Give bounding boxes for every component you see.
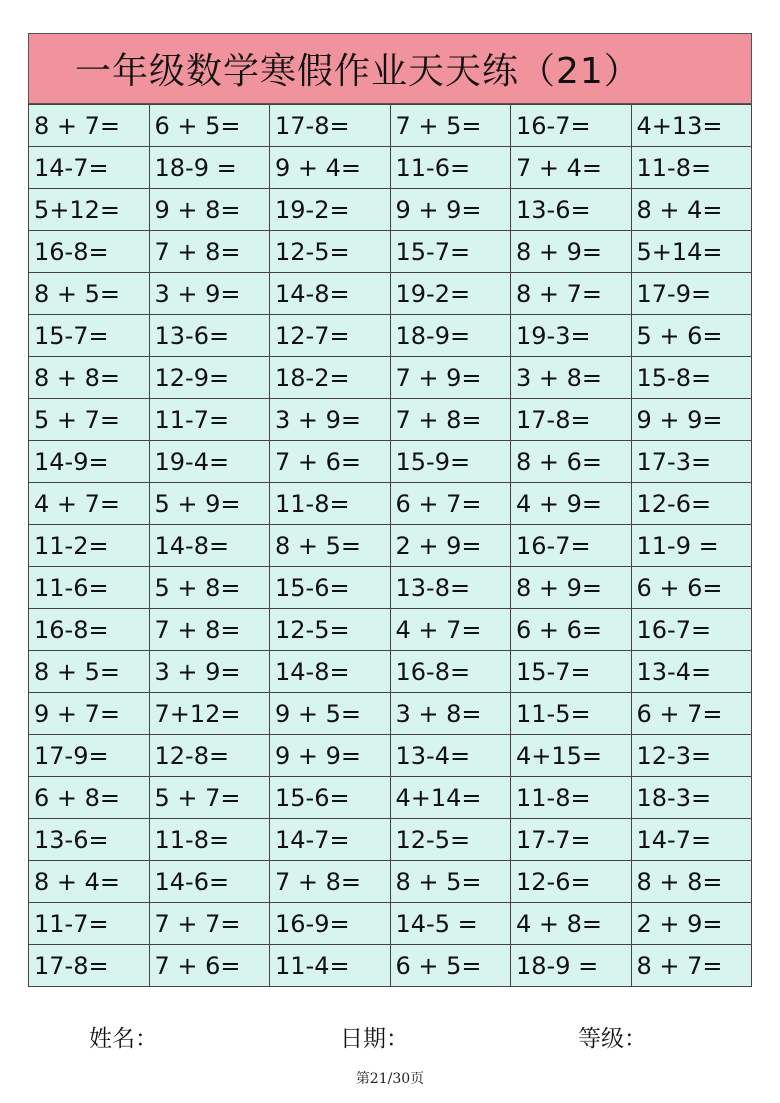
problem-cell: 8 + 5= xyxy=(390,861,511,903)
problem-cell: 11-7= xyxy=(29,903,150,945)
problem-cell: 8 + 5= xyxy=(270,525,391,567)
problem-cell: 14-8= xyxy=(270,273,391,315)
problem-cell: 3 + 8= xyxy=(511,357,632,399)
table-row xyxy=(29,945,752,987)
problem-cell: 4+13= xyxy=(631,105,752,147)
problem-cell: 4 + 7= xyxy=(29,483,150,525)
problem-cell: 5 + 9= xyxy=(149,483,270,525)
table-row xyxy=(29,105,752,147)
table-row xyxy=(29,231,752,273)
problem-cell: 14-8= xyxy=(149,525,270,567)
problem-cell: 18-9 = xyxy=(511,945,632,987)
problem-cell: 17-8= xyxy=(270,105,391,147)
problem-cell: 4 + 9= xyxy=(511,483,632,525)
problem-cell: 18-9 = xyxy=(149,147,270,189)
problem-cell: 11-2= xyxy=(29,525,150,567)
problem-cell: 3 + 8= xyxy=(390,693,511,735)
problem-cell: 12-5= xyxy=(270,231,391,273)
table-row xyxy=(29,483,752,525)
problem-cell: 12-6= xyxy=(511,861,632,903)
problem-cell: 11-8= xyxy=(511,777,632,819)
problem-cell: 8 + 8= xyxy=(631,861,752,903)
problem-cell: 12-5= xyxy=(270,609,391,651)
problem-cell: 16-8= xyxy=(390,651,511,693)
problem-cell: 7 + 8= xyxy=(270,861,391,903)
problem-cell: 3 + 9= xyxy=(149,651,270,693)
problem-cell: 12-6= xyxy=(631,483,752,525)
table-row xyxy=(29,819,752,861)
problem-cell: 9 + 7= xyxy=(29,693,150,735)
problem-cell: 11-7= xyxy=(149,399,270,441)
problem-cell: 16-7= xyxy=(511,525,632,567)
worksheet-title: 一年级数学寒假作业天天练（21） xyxy=(28,33,752,104)
problem-cell: 16-8= xyxy=(29,231,150,273)
problem-cell: 11-8= xyxy=(149,819,270,861)
table-row xyxy=(29,189,752,231)
problem-cell: 9 + 5= xyxy=(270,693,391,735)
problem-cell: 19-2= xyxy=(270,189,391,231)
problem-cell: 12-3= xyxy=(631,735,752,777)
problem-cell: 18-3= xyxy=(631,777,752,819)
problem-cell: 3 + 9= xyxy=(270,399,391,441)
problem-cell: 14-9= xyxy=(29,441,150,483)
problem-cell: 13-4= xyxy=(390,735,511,777)
problem-cell: 16-8= xyxy=(29,609,150,651)
problem-grid-body xyxy=(29,105,752,987)
problem-cell: 17-9= xyxy=(29,735,150,777)
problem-cell: 9 + 9= xyxy=(390,189,511,231)
problem-cell: 7 + 4= xyxy=(511,147,632,189)
problem-cell: 9 + 9= xyxy=(270,735,391,777)
table-row xyxy=(29,693,752,735)
problem-cell: 16-7= xyxy=(631,609,752,651)
problem-cell: 17-3= xyxy=(631,441,752,483)
problem-cell: 12-5= xyxy=(390,819,511,861)
problem-cell: 8 + 6= xyxy=(511,441,632,483)
problem-cell: 12-9= xyxy=(149,357,270,399)
problem-grid xyxy=(28,104,752,987)
problem-cell: 8 + 9= xyxy=(511,567,632,609)
table-row xyxy=(29,147,752,189)
problem-cell: 8 + 9= xyxy=(511,231,632,273)
table-row xyxy=(29,525,752,567)
problem-cell: 15-6= xyxy=(270,777,391,819)
problem-cell: 7 + 8= xyxy=(149,609,270,651)
problem-cell: 6 + 7= xyxy=(631,693,752,735)
problem-cell: 7 + 8= xyxy=(149,231,270,273)
problem-cell: 17-9= xyxy=(631,273,752,315)
problem-cell: 6 + 6= xyxy=(631,567,752,609)
problem-cell: 15-9= xyxy=(390,441,511,483)
problem-cell: 14-7= xyxy=(29,147,150,189)
table-row xyxy=(29,861,752,903)
problem-cell: 5 + 7= xyxy=(29,399,150,441)
problem-cell: 5+14= xyxy=(631,231,752,273)
problem-cell: 13-4= xyxy=(631,651,752,693)
page-number: 第21/30页 xyxy=(355,1071,425,1087)
table-row xyxy=(29,777,752,819)
table-row xyxy=(29,273,752,315)
problem-cell: 12-7= xyxy=(270,315,391,357)
problem-cell: 13-6= xyxy=(149,315,270,357)
problem-cell: 18-9= xyxy=(390,315,511,357)
problem-cell: 15-6= xyxy=(270,567,391,609)
problem-cell: 15-7= xyxy=(511,651,632,693)
problem-cell: 16-7= xyxy=(511,105,632,147)
problem-cell: 6 + 5= xyxy=(390,945,511,987)
table-row xyxy=(29,567,752,609)
problem-cell: 8 + 4= xyxy=(631,189,752,231)
problem-cell: 8 + 8= xyxy=(29,357,150,399)
problem-cell: 8 + 7= xyxy=(511,273,632,315)
problem-cell: 5 + 8= xyxy=(149,567,270,609)
problem-cell: 15-7= xyxy=(390,231,511,273)
problem-cell: 13-6= xyxy=(29,819,150,861)
date-label: 日期： xyxy=(340,1026,409,1052)
problem-cell: 11-9 = xyxy=(631,525,752,567)
problem-cell: 7+12= xyxy=(149,693,270,735)
problem-cell: 14-7= xyxy=(631,819,752,861)
problem-cell: 15-8= xyxy=(631,357,752,399)
problem-cell: 11-5= xyxy=(511,693,632,735)
problem-cell: 9 + 4= xyxy=(270,147,391,189)
problem-cell: 5 + 6= xyxy=(631,315,752,357)
problem-cell: 13-6= xyxy=(511,189,632,231)
problem-cell: 2 + 9= xyxy=(631,903,752,945)
problem-cell: 7 + 8= xyxy=(390,399,511,441)
problem-cell: 15-7= xyxy=(29,315,150,357)
problem-cell: 8 + 5= xyxy=(29,651,150,693)
problem-cell: 7 + 7= xyxy=(149,903,270,945)
problem-cell: 17-8= xyxy=(511,399,632,441)
problem-cell: 19-2= xyxy=(390,273,511,315)
problem-cell: 13-8= xyxy=(390,567,511,609)
problem-cell: 14-5 = xyxy=(390,903,511,945)
problem-cell: 4 + 7= xyxy=(390,609,511,651)
problem-cell: 11-8= xyxy=(270,483,391,525)
problem-cell: 8 + 5= xyxy=(29,273,150,315)
problem-cell: 4+15= xyxy=(511,735,632,777)
problem-cell: 17-7= xyxy=(511,819,632,861)
problem-cell: 6 + 8= xyxy=(29,777,150,819)
worksheet xyxy=(28,33,752,987)
problem-cell: 11-6= xyxy=(29,567,150,609)
problem-cell: 14-6= xyxy=(149,861,270,903)
problem-cell: 3 + 9= xyxy=(149,273,270,315)
table-row xyxy=(29,315,752,357)
problem-cell: 5+12= xyxy=(29,189,150,231)
problem-cell: 6 + 6= xyxy=(511,609,632,651)
problem-cell: 9 + 8= xyxy=(149,189,270,231)
problem-cell: 14-8= xyxy=(270,651,391,693)
problem-cell: 6 + 5= xyxy=(149,105,270,147)
problem-cell: 16-9= xyxy=(270,903,391,945)
problem-cell: 9 + 9= xyxy=(631,399,752,441)
problem-cell: 2 + 9= xyxy=(390,525,511,567)
problem-cell: 11-6= xyxy=(390,147,511,189)
problem-cell: 7 + 6= xyxy=(149,945,270,987)
problem-cell: 12-8= xyxy=(149,735,270,777)
grade-label: 等级： xyxy=(578,1026,647,1052)
problem-cell: 5 + 7= xyxy=(149,777,270,819)
problem-cell: 18-2= xyxy=(270,357,391,399)
name-label: 姓名： xyxy=(89,1026,158,1052)
problem-cell: 17-8= xyxy=(29,945,150,987)
table-row xyxy=(29,441,752,483)
problem-cell: 6 + 7= xyxy=(390,483,511,525)
problem-cell: 4 + 8= xyxy=(511,903,632,945)
problem-cell: 7 + 5= xyxy=(390,105,511,147)
problem-cell: 19-3= xyxy=(511,315,632,357)
table-row xyxy=(29,357,752,399)
problem-cell: 8 + 7= xyxy=(631,945,752,987)
problem-cell: 14-7= xyxy=(270,819,391,861)
problem-cell: 19-4= xyxy=(149,441,270,483)
problem-cell: 11-4= xyxy=(270,945,391,987)
problem-cell: 8 + 7= xyxy=(29,105,150,147)
problem-cell: 7 + 6= xyxy=(270,441,391,483)
table-row xyxy=(29,399,752,441)
problem-cell: 11-8= xyxy=(631,147,752,189)
footer xyxy=(0,1020,780,1054)
table-row xyxy=(29,609,752,651)
table-row xyxy=(29,651,752,693)
table-row xyxy=(29,735,752,777)
problem-cell: 8 + 4= xyxy=(29,861,150,903)
problem-cell: 7 + 9= xyxy=(390,357,511,399)
problem-cell: 4+14= xyxy=(390,777,511,819)
table-row xyxy=(29,903,752,945)
